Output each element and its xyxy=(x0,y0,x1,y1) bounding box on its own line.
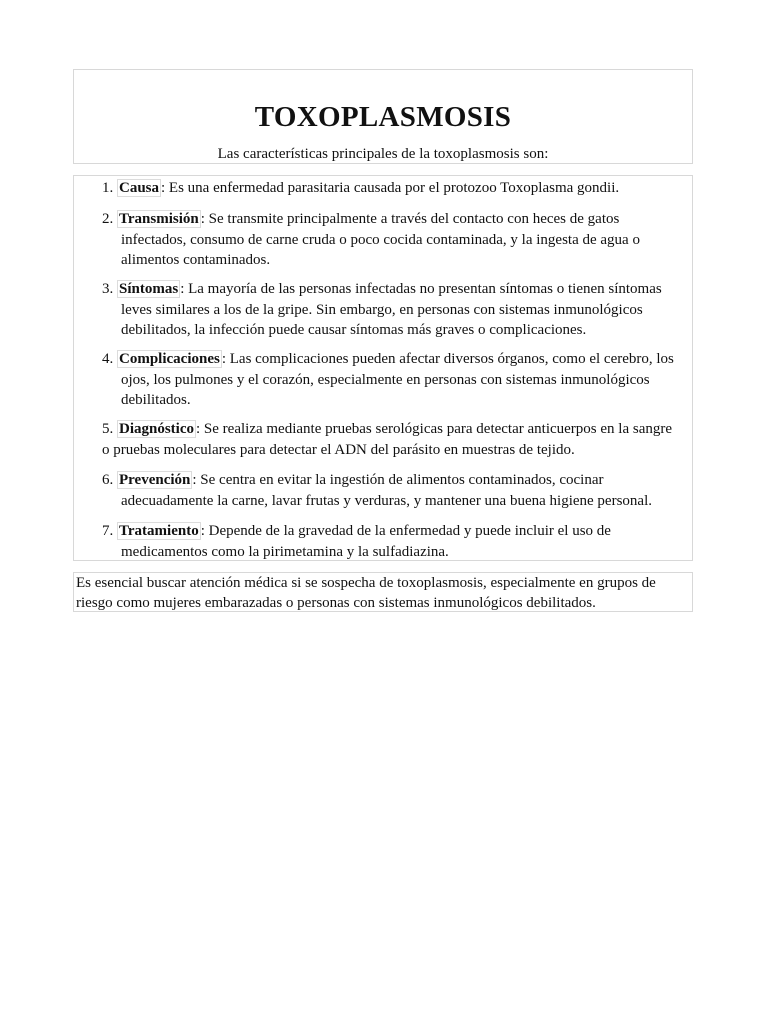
intro-text: Las características principales de la toxoplasmosis son: xyxy=(217,146,549,162)
item-term: Complicaciones xyxy=(119,351,220,367)
item-term: Causa xyxy=(119,180,160,196)
list-item-prevencion xyxy=(102,470,692,511)
item-text-continued: infectados, consumo de carne cruda o poco cocida contaminada, y la ingesta de agua o alimentos contaminados. xyxy=(121,231,640,268)
item-text: : La mayoría de las personas infectadas no presentan síntomas o tienen síntomas xyxy=(180,281,662,297)
item-term: Síntomas xyxy=(119,281,179,297)
item-number: 7. xyxy=(102,523,114,539)
list-item-diagnostico xyxy=(102,419,692,460)
item-number: 6. xyxy=(102,472,114,488)
item-text: : Es una enfermedad parasitaria causada por el protozoo Toxoplasma gondii. xyxy=(161,180,620,196)
item-term: Tratamiento xyxy=(119,523,199,539)
item-number: 2. xyxy=(102,211,114,227)
list-item-causa xyxy=(102,178,692,199)
item-text-continued: medicamentos como la pirimetamina y la sulfadiazina. xyxy=(121,543,449,560)
item-text-continued: o pruebas moleculares para detectar el ADN del parásito en muestras de tejido. xyxy=(102,441,575,458)
item-text-continued: adecuadamente la carne, lavar frutas y verduras, y mantener una buena higiene personal. xyxy=(121,492,652,509)
closing-note: Es esencial buscar atención médica si se sospecha de toxoplasmosis, especialmente en grupos de riesgo como mujeres embarazadas o personas con sistemas inmunológicos debilitados. xyxy=(73,572,693,612)
item-number: 4. xyxy=(102,351,114,367)
item-text: : Las complicaciones pueden afectar diversos órganos, como el cerebro, los xyxy=(221,351,674,367)
item-text: : Se realiza mediante pruebas serológicas para detectar anticuerpos en la sangre xyxy=(196,421,673,437)
item-term: Prevención xyxy=(119,472,191,488)
item-text-continued: leves similares a los de la gripe. Sin embargo, en personas con sistemas inmunológicos debilitados, la infección puede causar síntomas más graves o complicaciones. xyxy=(121,301,643,338)
item-number: 1. xyxy=(102,180,114,196)
characteristics-list xyxy=(73,175,693,561)
item-number: 5. xyxy=(102,421,114,437)
item-text: : Se centra en evitar la ingestión de alimentos contaminados, cocinar xyxy=(192,472,604,488)
item-term: Transmisión xyxy=(119,211,199,227)
list-item-sintomas xyxy=(102,279,692,341)
page-title: TOXOPLASMOSIS xyxy=(254,101,512,133)
item-term: Diagnóstico xyxy=(119,421,194,437)
list-item-transmision xyxy=(102,209,692,271)
list-item-complicaciones xyxy=(102,349,692,411)
item-text-continued: ojos, los pulmones y el corazón, especialmente en personas con sistemas inmunológicos debilitados. xyxy=(121,371,650,408)
item-text: : Se transmite principalmente a través del contacto con heces de gatos xyxy=(200,211,620,227)
item-text: : Depende de la gravedad de la enfermedad y puede incluir el uso de xyxy=(200,523,611,539)
header-section xyxy=(73,69,693,164)
list-item-tratamiento xyxy=(102,521,692,562)
item-number: 3. xyxy=(102,281,114,297)
